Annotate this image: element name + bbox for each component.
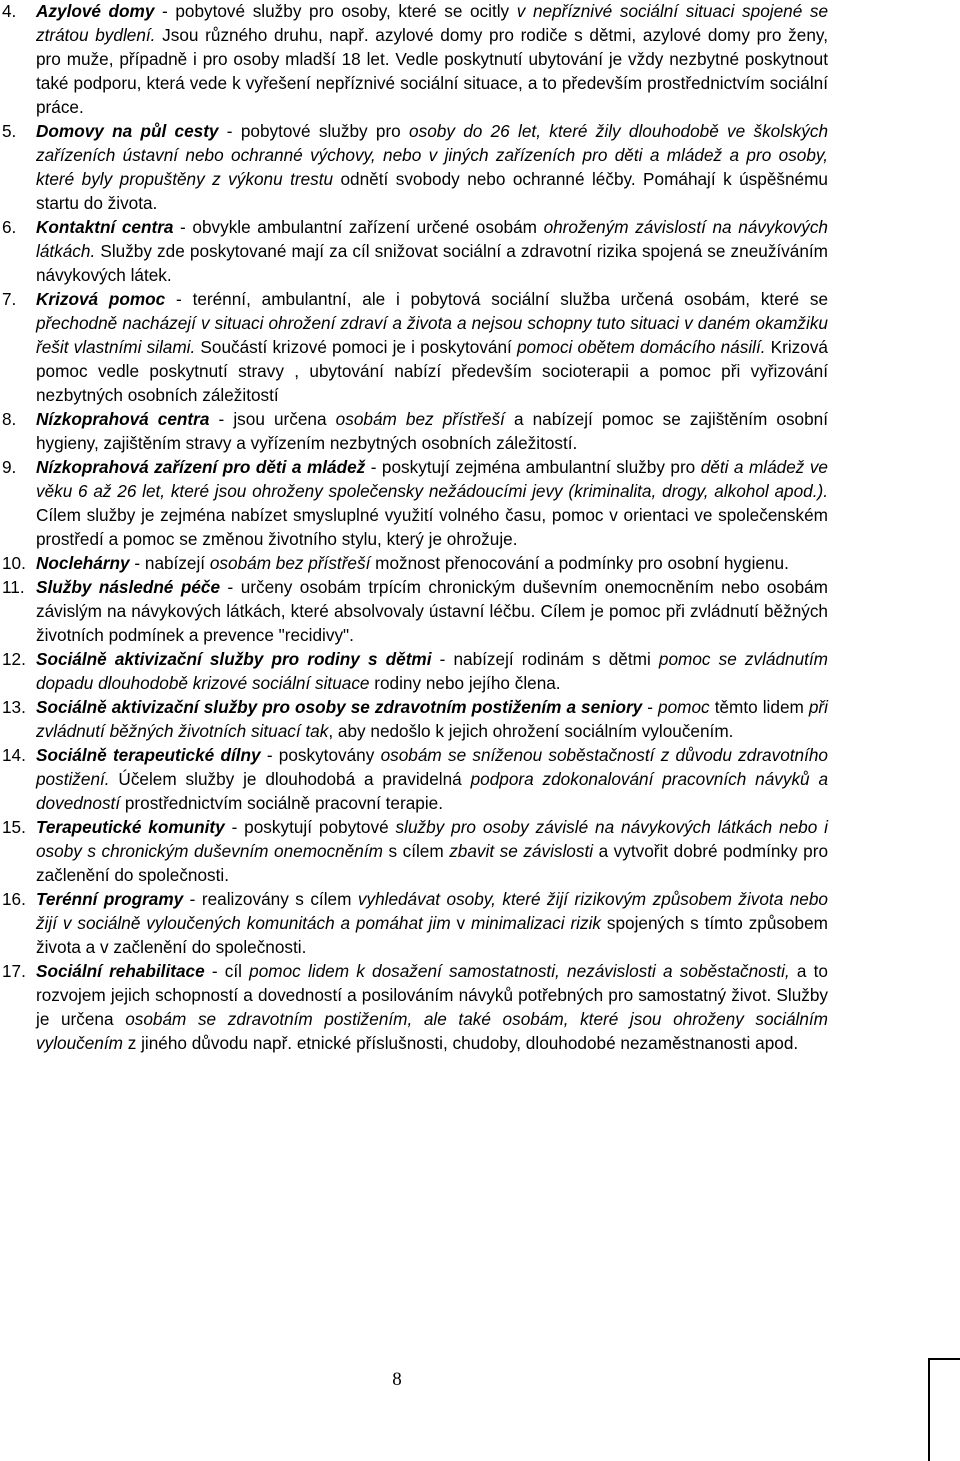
body-text: spojených s tímto způsobem života a v začlenění do společnosti. bbox=[36, 913, 828, 957]
body-text: těmto lidem bbox=[709, 697, 809, 717]
body-text: - realizovány s cílem bbox=[183, 889, 358, 909]
item-text bbox=[36, 575, 828, 647]
service-name: Krizová pomoc bbox=[36, 289, 166, 309]
item-number: 10. bbox=[2, 553, 26, 573]
list-item bbox=[0, 455, 960, 551]
item-text bbox=[36, 887, 828, 959]
emphasis-text: osobám se zdravotním postižením, ale také osobám, které jsou ohroženy sociálním vyloučením bbox=[36, 1009, 828, 1053]
body-text: odnětí svobody nebo ochranné léčby. Pomáhají k úspěšnému startu do života. bbox=[36, 169, 828, 213]
item-number: 12. bbox=[2, 649, 26, 669]
service-name: Domovy na půl cesty bbox=[36, 121, 219, 141]
emphasis-text: minimalizaci rizik bbox=[471, 913, 602, 933]
list-item bbox=[0, 215, 960, 287]
list-item bbox=[0, 695, 960, 743]
emphasis-text: přechodně nacházejí v situaci ohrožení zdraví a života a nejsou schopny tuto situaci v daném okamžiku řešit vlastními silami. bbox=[36, 313, 828, 357]
item-text bbox=[36, 743, 828, 815]
body-text: s cílem bbox=[382, 841, 450, 861]
service-name: Sociálně aktivizační služby pro osoby se zdravotním postižením a seniory bbox=[36, 697, 643, 717]
item-text bbox=[36, 0, 828, 119]
page-corner-vertical-line bbox=[928, 1358, 930, 1461]
emphasis-text: osobám se sníženou soběstačností z důvodu zdravotního postižení. bbox=[36, 745, 828, 789]
emphasis-text: osobám bez přístřeší bbox=[335, 409, 505, 429]
service-name: Sociálně terapeutické dílny bbox=[36, 745, 261, 765]
list-item bbox=[0, 119, 960, 215]
list-item bbox=[0, 575, 960, 647]
item-text bbox=[36, 119, 828, 215]
body-text: rodiny nebo jejího člena. bbox=[369, 673, 561, 693]
item-number: 5. bbox=[2, 121, 17, 141]
item-text bbox=[36, 647, 828, 695]
body-text: - cíl bbox=[204, 961, 250, 981]
list-item bbox=[0, 743, 960, 815]
service-name: Noclehárny bbox=[36, 553, 130, 573]
service-name: Sociální rehabilitace bbox=[36, 961, 205, 981]
emphasis-text: podpora zdokonalování pracovních návyků a dovedností bbox=[36, 769, 828, 813]
body-text: Služby zde poskytované mají za cíl snižovat sociální a zdravotní rizika spojená se zneužíváním návykových látek. bbox=[36, 241, 828, 285]
service-name: Azylové domy bbox=[36, 1, 155, 21]
service-name: Nízkoprahová centra bbox=[36, 409, 210, 429]
list-item bbox=[0, 815, 960, 887]
item-text bbox=[36, 551, 828, 575]
body-text: a to rozvojem jejich schopností a dovedností a posilováním návyků potřebných pro samostatný život. Služby je určena bbox=[36, 961, 828, 1029]
emphasis-text: osoby do 26 let, které žily dlouhodobě ve školských zařízeních ústavní nebo ochranné výchovy, nebo v jiných zařízeních pro děti a mládež a pro osoby, které byly propuštěny z výkonu trestu bbox=[36, 121, 828, 189]
body-text: - nabízejí rodinám s dětmi bbox=[431, 649, 659, 669]
item-number: 14. bbox=[2, 745, 26, 765]
item-text bbox=[36, 287, 828, 407]
list-item bbox=[0, 647, 960, 695]
service-name: Nízkoprahová zařízení pro děti a mládež bbox=[36, 457, 366, 477]
item-number: 11. bbox=[2, 577, 25, 597]
body-text: - pobytové služby pro osoby, které se ocitly bbox=[154, 1, 517, 21]
item-text bbox=[36, 959, 828, 1055]
body-text: , aby nedošlo k jejich ohrožení sociálním vyloučením. bbox=[328, 721, 734, 741]
body-text: Účelem služby je dlouhodobá a pravidelná bbox=[109, 769, 471, 789]
body-text: - pobytové služby pro bbox=[218, 121, 410, 141]
body-text: Krizová pomoc vedle poskytnutí stravy , ubytování nabízí především socioterapii a pomoc při vyřizování nezbytných osobních záležitostí bbox=[36, 337, 828, 405]
body-text: - terénní, ambulantní, ale i pobytová sociální služba určená osobám, které se bbox=[165, 289, 829, 309]
body-text: a nabízejí pomoc se zajištěním osobní hygieny, zajištěním stravy a vyřízením nezbytných osobních záležitostí. bbox=[36, 409, 828, 453]
body-text: - poskytovány bbox=[260, 745, 381, 765]
item-number: 13. bbox=[2, 697, 26, 717]
body-text: z jiného důvodu např. etnické příslušnosti, chudoby, dlouhodobé nezaměstnanosti apod. bbox=[122, 1033, 799, 1053]
list-item bbox=[0, 551, 960, 575]
service-name: Kontaktní centra bbox=[36, 217, 174, 237]
item-text bbox=[36, 215, 828, 287]
emphasis-text: vyhledávat osoby, které žijí rizikovým způsobem života nebo žijí v sociálně vyloučených komunitách a pomáhat jim bbox=[36, 889, 828, 933]
service-name: Terapeutické komunity bbox=[36, 817, 225, 837]
item-text bbox=[36, 695, 828, 743]
body-text: - poskytují pobytové bbox=[224, 817, 396, 837]
service-name: Sociálně aktivizační služby pro rodiny s dětmi bbox=[36, 649, 432, 669]
body-text: - obvykle ambulantní zařízení určené osobám bbox=[173, 217, 544, 237]
body-text: a vytvořit dobré podmínky pro začlenění do společnosti. bbox=[36, 841, 829, 885]
emphasis-text: pomoc bbox=[658, 697, 710, 717]
body-text: - nabízejí bbox=[129, 553, 210, 573]
list-item bbox=[0, 959, 960, 1055]
body-text: - jsou určena bbox=[209, 409, 336, 429]
body-text: prostřednictvím sociálně pracovní terapie. bbox=[120, 793, 443, 813]
body-text: Cílem služby je zejména nabízet smysluplné využití volného času, pomoc v orientaci ve společenském prostředí a pomoc se změnou životního stylu, který je ohrožuje. bbox=[36, 505, 828, 549]
item-text bbox=[36, 455, 828, 551]
body-text: možnost přenocování a podmínky pro osobní hygienu. bbox=[370, 553, 789, 573]
emphasis-text: pomoci obětem domácího násilí. bbox=[516, 337, 766, 357]
page-number: 8 bbox=[392, 1369, 402, 1390]
emphasis-text: ohroženým závislostí na návykových látkách. bbox=[36, 217, 828, 261]
body-text: - poskytují zejména ambulantní služby pro bbox=[365, 457, 701, 477]
emphasis-text: v nepříznivé sociální situaci spojené se ztrátou bydlení. bbox=[36, 1, 829, 45]
list-item bbox=[0, 287, 960, 407]
page-corner-horizontal-line bbox=[928, 1358, 960, 1360]
item-number: 4. bbox=[2, 1, 17, 21]
item-number: 6. bbox=[2, 217, 17, 237]
emphasis-text: služby pro osoby závislé na návykových látkách nebo i osoby s chronickým duševním onemocněním bbox=[36, 817, 828, 861]
item-number: 8. bbox=[2, 409, 17, 429]
body-text: - bbox=[642, 697, 659, 717]
item-number: 15. bbox=[2, 817, 26, 837]
emphasis-text: zbavit se závislosti bbox=[449, 841, 594, 861]
body-text: Součástí krizové pomoci je i poskytování bbox=[195, 337, 517, 357]
body-text: v bbox=[450, 913, 471, 933]
emphasis-text: děti a mládež ve věku 6 až 26 let, které jsou ohroženy společensky nežádoucími jevy (kriminalita, drogy, alkohol apod.). bbox=[36, 457, 828, 501]
item-number: 16. bbox=[2, 889, 26, 909]
emphasis-text: při zvládnutí běžných životních situací tak bbox=[36, 697, 828, 741]
item-number: 17. bbox=[2, 961, 26, 981]
item-number: 9. bbox=[2, 457, 17, 477]
item-text bbox=[36, 407, 828, 455]
emphasis-text: osobám bez přístřeší bbox=[209, 553, 371, 573]
list-item bbox=[0, 887, 960, 959]
list-item bbox=[0, 407, 960, 455]
service-name: Terénní programy bbox=[36, 889, 184, 909]
item-number: 7. bbox=[2, 289, 17, 309]
service-name: Služby následné péče bbox=[36, 577, 221, 597]
body-text: - určeny osobám trpícím chronickým duševním onemocněním nebo osobám závislým na návykových látkách, které absolvovaly ústavní léčbu. Cílem je pomoc při zvládnutí běžných životních podmínek a prevence "recidivy". bbox=[36, 577, 828, 645]
list-item bbox=[0, 0, 960, 119]
item-text bbox=[36, 815, 828, 887]
emphasis-text: pomoc lidem k dosažení samostatnosti, nezávislosti a soběstačnosti, bbox=[249, 961, 790, 981]
body-text: Jsou různého druhu, např. azylové domy pro rodiče s dětmi, azylové domy pro ženy, pro muže, případně i pro osoby mladší 18 let. Vedle poskytnutí ubytování je vždy nezbytné poskytnout také podporu, která vede k vyřešení nepříznivé sociální situace, a to především prostřednictvím sociální práce. bbox=[36, 25, 828, 117]
emphasis-text: pomoc se zvládnutím dopadu dlouhodobě krizové sociální situace bbox=[36, 649, 828, 693]
